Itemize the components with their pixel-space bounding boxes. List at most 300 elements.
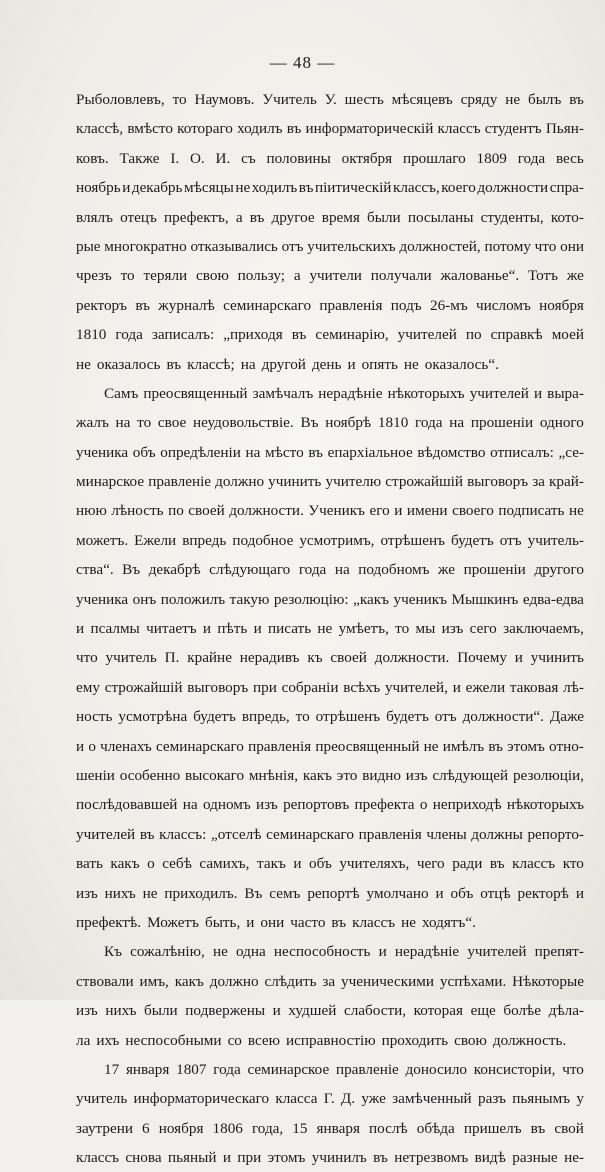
word: членахъ bbox=[100, 737, 152, 755]
word: прошеніи bbox=[463, 561, 526, 579]
word: и bbox=[452, 678, 461, 696]
word: не bbox=[401, 913, 416, 931]
word: и bbox=[202, 620, 212, 638]
word: ректорѣ bbox=[517, 884, 569, 902]
word: Почему bbox=[457, 649, 507, 667]
word: резолюцію: bbox=[273, 590, 349, 608]
word: будетъ bbox=[386, 708, 429, 726]
word: жалъ bbox=[76, 414, 109, 432]
word: своего bbox=[452, 502, 494, 520]
word: и bbox=[76, 737, 85, 755]
word: край- bbox=[549, 473, 584, 491]
word: заключаемъ, bbox=[503, 620, 584, 638]
word: студентъ bbox=[484, 120, 542, 138]
word: умолчано bbox=[366, 884, 429, 902]
word: и bbox=[378, 943, 387, 961]
word: многократно bbox=[104, 237, 187, 255]
word: свое bbox=[157, 414, 187, 432]
text-line bbox=[76, 790, 584, 819]
word: какъ bbox=[302, 766, 332, 784]
text-line bbox=[76, 144, 584, 173]
word: семинарскаго bbox=[223, 296, 312, 314]
word: года bbox=[415, 414, 443, 432]
word: дѣла- bbox=[548, 1002, 584, 1020]
word: всѣхъ bbox=[343, 678, 381, 696]
word: правленія bbox=[319, 296, 383, 314]
word: спра- bbox=[549, 179, 584, 197]
word: котораго bbox=[177, 120, 233, 138]
word: подобномъ bbox=[358, 561, 430, 579]
word: же bbox=[438, 561, 456, 579]
word: классѣ, bbox=[76, 120, 124, 138]
word: нѣкоторыхъ bbox=[387, 384, 465, 402]
word: другое bbox=[271, 208, 315, 226]
word: и bbox=[122, 179, 131, 197]
word: года bbox=[517, 149, 546, 167]
word: весь bbox=[555, 149, 584, 167]
word: же bbox=[566, 267, 584, 285]
word: и bbox=[435, 884, 444, 902]
text-line bbox=[76, 1114, 584, 1143]
word: и bbox=[222, 1149, 231, 1167]
word: учителей bbox=[469, 384, 529, 402]
word: таковая bbox=[509, 678, 559, 696]
word: Самъ bbox=[104, 384, 139, 402]
word: учитель bbox=[105, 649, 157, 667]
word: подвержены bbox=[185, 1002, 266, 1020]
word: какъ bbox=[174, 972, 204, 990]
word: послѣдовавшей bbox=[76, 796, 178, 814]
word: были bbox=[367, 208, 401, 226]
word: слабости, bbox=[343, 1002, 407, 1020]
word: неприходѣ bbox=[432, 796, 502, 814]
word: П. bbox=[164, 649, 180, 667]
word: кото- bbox=[550, 208, 584, 226]
word: учителей bbox=[76, 825, 136, 843]
word: учитель bbox=[76, 1090, 128, 1108]
word: крайне bbox=[187, 649, 232, 667]
word: рые bbox=[76, 237, 101, 255]
word: положилъ bbox=[160, 590, 226, 608]
word: такъ bbox=[257, 855, 286, 873]
word: ствовали bbox=[76, 972, 134, 990]
text-line bbox=[76, 1084, 584, 1113]
word: учительскихъ bbox=[307, 237, 396, 255]
word: правленіе bbox=[335, 1060, 399, 1078]
word: справкѣ bbox=[490, 326, 543, 344]
text-line bbox=[76, 1143, 584, 1172]
word: года bbox=[115, 326, 143, 344]
word: мѣсяцы bbox=[183, 179, 234, 197]
word: префектѣ. bbox=[76, 913, 142, 931]
word: со bbox=[227, 1031, 242, 1049]
word: „отселѣ bbox=[210, 825, 262, 843]
word: классъ bbox=[512, 855, 556, 873]
word: класса bbox=[275, 1090, 318, 1108]
text-line bbox=[76, 849, 584, 878]
text-line bbox=[76, 173, 584, 202]
word: семинарскаго bbox=[266, 825, 355, 843]
word: епархіальное bbox=[327, 443, 413, 461]
word: учитель- bbox=[527, 531, 584, 549]
word: будетъ bbox=[451, 531, 494, 549]
word: „какъ bbox=[353, 590, 389, 608]
word: „приходя bbox=[223, 326, 283, 344]
text-line bbox=[76, 732, 584, 761]
text-line bbox=[76, 908, 584, 937]
word: былъ bbox=[527, 91, 562, 108]
word: „се- bbox=[558, 443, 584, 461]
word: Тотъ bbox=[528, 267, 559, 285]
word: то bbox=[120, 267, 135, 285]
word: потому bbox=[484, 237, 531, 255]
text-line bbox=[76, 879, 584, 908]
word: 6 bbox=[142, 1119, 150, 1137]
word: семинарскаго bbox=[155, 737, 244, 755]
word: и bbox=[533, 384, 543, 402]
word: ради bbox=[452, 855, 483, 873]
word: ученика bbox=[76, 443, 129, 461]
word: учинить bbox=[530, 649, 584, 667]
word: видѣ bbox=[474, 1149, 506, 1167]
word: строжайшій bbox=[385, 473, 464, 491]
word: послѣ bbox=[369, 1119, 408, 1137]
word: отрѣшенъ bbox=[380, 531, 445, 549]
word: должности“. bbox=[462, 708, 544, 726]
word: на bbox=[449, 414, 465, 432]
text-line bbox=[76, 555, 584, 584]
word: сожалѣнію, bbox=[130, 943, 205, 961]
word: онъ bbox=[132, 590, 157, 608]
word: классъ bbox=[437, 120, 481, 138]
word: строжайшій bbox=[104, 678, 183, 696]
word: ноября bbox=[539, 296, 584, 314]
word: должны bbox=[471, 825, 523, 843]
word: изъ bbox=[76, 884, 98, 902]
word: Въ bbox=[300, 414, 319, 432]
word: и bbox=[575, 884, 584, 902]
word: 1807 bbox=[176, 1060, 207, 1078]
word: это bbox=[336, 766, 358, 784]
word: классъ, bbox=[392, 179, 440, 197]
body-text bbox=[76, 85, 584, 1172]
word: преосвященный bbox=[315, 737, 420, 755]
word: въ bbox=[166, 355, 182, 373]
word: минарское bbox=[76, 473, 145, 491]
word: не bbox=[317, 620, 333, 638]
word: снова bbox=[125, 1149, 162, 1167]
word: доносило bbox=[405, 1060, 468, 1078]
word: обѣда bbox=[416, 1119, 455, 1137]
word: У. bbox=[324, 91, 337, 108]
word: теряли bbox=[143, 267, 188, 285]
word: объ bbox=[450, 884, 474, 902]
word: не bbox=[423, 737, 439, 755]
word: лѣ- bbox=[563, 678, 584, 696]
word: семинарію, bbox=[315, 326, 389, 344]
word: въ bbox=[530, 1119, 546, 1137]
text-line bbox=[76, 1055, 584, 1084]
word: года bbox=[298, 561, 327, 579]
word: не bbox=[568, 502, 584, 520]
word: прошеніи bbox=[470, 414, 534, 432]
text-line bbox=[76, 408, 584, 437]
word: піитическій bbox=[314, 179, 392, 197]
word: пьянымъ bbox=[512, 1090, 571, 1108]
text-line bbox=[76, 438, 584, 467]
word: то bbox=[395, 620, 410, 638]
word: въ bbox=[291, 326, 307, 344]
word: одна bbox=[235, 943, 266, 961]
word: изъ bbox=[441, 620, 464, 638]
word: отъ bbox=[434, 708, 457, 726]
word: видно bbox=[362, 766, 401, 784]
word: въ bbox=[139, 825, 155, 843]
word: половины bbox=[266, 149, 331, 167]
word: такую bbox=[229, 590, 270, 608]
text-line bbox=[76, 85, 584, 114]
word: ноябрѣ bbox=[325, 414, 372, 432]
word: 1810 bbox=[76, 326, 107, 344]
text-line bbox=[76, 967, 584, 996]
word: Ученикъ bbox=[308, 502, 365, 520]
word: нетрезвомъ bbox=[394, 1149, 469, 1167]
page-number: — 48 — bbox=[269, 53, 336, 72]
word: усмотримъ, bbox=[299, 531, 375, 549]
word: должностей, bbox=[399, 237, 481, 255]
word: разъ bbox=[478, 1090, 506, 1108]
word: то bbox=[295, 708, 310, 726]
word: не- bbox=[564, 1149, 584, 1167]
word: проходить bbox=[381, 1031, 449, 1049]
word: по bbox=[465, 326, 482, 344]
word: приходилъ. bbox=[164, 884, 238, 902]
word: Мышкинъ bbox=[451, 590, 519, 608]
word: журналѣ bbox=[158, 296, 215, 314]
word: подписать bbox=[498, 502, 565, 520]
word: студенты, bbox=[480, 208, 544, 226]
text-line bbox=[76, 114, 584, 143]
text-line bbox=[76, 585, 584, 614]
word: объ bbox=[132, 443, 156, 461]
word: января bbox=[316, 1119, 360, 1137]
word: о bbox=[419, 796, 428, 814]
word: на bbox=[182, 796, 198, 814]
word: сего bbox=[469, 620, 497, 638]
word: то bbox=[172, 91, 187, 108]
word: всею bbox=[247, 1031, 281, 1049]
word: отрѣшенъ bbox=[315, 708, 381, 726]
word: ученикъ bbox=[393, 590, 447, 608]
word: оказалось“. bbox=[424, 355, 499, 373]
word: и bbox=[76, 620, 85, 638]
word: учителю bbox=[325, 473, 382, 491]
word: этомъ bbox=[267, 1149, 306, 1167]
word: свой bbox=[554, 1119, 584, 1137]
word: мнѣнія, bbox=[248, 766, 299, 784]
word: вмѣсто bbox=[127, 120, 173, 138]
word: ученика bbox=[76, 590, 129, 608]
word: можетъ. bbox=[76, 531, 129, 549]
word: нюю bbox=[76, 502, 107, 520]
word: года, bbox=[251, 1119, 284, 1137]
word: классъ bbox=[352, 913, 396, 931]
text-line bbox=[76, 996, 584, 1025]
word: не bbox=[235, 179, 251, 197]
word: декабрѣ bbox=[148, 561, 201, 579]
word: и bbox=[246, 913, 255, 931]
word: ходилъ bbox=[251, 179, 298, 197]
word: мы bbox=[415, 620, 436, 638]
word: съ bbox=[241, 149, 256, 167]
word: учителей bbox=[397, 326, 457, 344]
word: на bbox=[245, 443, 261, 461]
word: жалованье“. bbox=[440, 267, 520, 285]
word: которая bbox=[413, 1002, 463, 1020]
word: правленія bbox=[248, 737, 312, 755]
word: января bbox=[125, 1060, 170, 1078]
word: они bbox=[260, 913, 285, 931]
word: 17 bbox=[104, 1060, 120, 1078]
word: должно bbox=[215, 473, 265, 491]
word: часто bbox=[290, 913, 326, 931]
word: отно- bbox=[549, 737, 584, 755]
word: за bbox=[322, 972, 336, 990]
word: ходилъ bbox=[237, 120, 283, 138]
word: слѣдующей bbox=[432, 766, 509, 784]
word: и bbox=[394, 502, 403, 520]
word: изъ bbox=[76, 1002, 98, 1020]
word: какъ bbox=[110, 855, 140, 873]
word: препят- bbox=[534, 943, 584, 961]
word: за bbox=[532, 473, 545, 491]
word: о bbox=[88, 737, 96, 755]
word: писать bbox=[268, 620, 312, 638]
word: при bbox=[237, 1149, 262, 1167]
word: и bbox=[272, 1002, 281, 1020]
word: къ bbox=[307, 649, 323, 667]
word: семъ bbox=[269, 884, 301, 902]
word: вать bbox=[76, 855, 103, 873]
text-line bbox=[76, 261, 584, 290]
word: высокаго bbox=[185, 766, 245, 784]
word: псалмы bbox=[90, 620, 140, 638]
text-line bbox=[76, 350, 584, 379]
word: опять bbox=[361, 355, 398, 373]
word: ства“. bbox=[76, 561, 114, 579]
text-line bbox=[76, 320, 584, 349]
word: нихъ bbox=[105, 1002, 137, 1020]
word: Въ bbox=[244, 884, 263, 902]
word: не bbox=[142, 884, 158, 902]
word: его bbox=[369, 502, 390, 520]
word: а bbox=[293, 267, 301, 285]
word: должности bbox=[477, 179, 549, 197]
word: чрезъ bbox=[76, 267, 112, 285]
word: они bbox=[560, 237, 584, 255]
word: будетъ bbox=[193, 708, 236, 726]
word: у bbox=[576, 1090, 584, 1108]
word: не bbox=[76, 355, 91, 373]
word: правленіе bbox=[148, 473, 212, 491]
word: этомъ bbox=[507, 737, 545, 755]
word: заутрени bbox=[76, 1119, 133, 1137]
word: читаетъ bbox=[146, 620, 197, 638]
word: выговоръ bbox=[467, 473, 529, 491]
word: пѣть bbox=[217, 620, 248, 638]
word: неспособность bbox=[273, 943, 371, 961]
text-line bbox=[76, 467, 584, 496]
word: неспособными bbox=[125, 1031, 222, 1049]
word: отписалъ: bbox=[490, 443, 554, 461]
word: консисторіи, bbox=[473, 1060, 556, 1078]
word: Также bbox=[119, 149, 160, 167]
word: въ bbox=[373, 1149, 388, 1167]
word: свою bbox=[454, 1031, 487, 1049]
word: Учитель bbox=[262, 91, 317, 108]
word: кто bbox=[562, 855, 584, 873]
word: префекта bbox=[354, 796, 415, 814]
word: 1806 bbox=[212, 1119, 243, 1137]
word: ихъ bbox=[96, 1031, 120, 1049]
word: ность bbox=[76, 708, 113, 726]
word: моей bbox=[551, 326, 584, 344]
word: шеніи bbox=[76, 766, 115, 784]
word: умѣетъ, bbox=[338, 620, 389, 638]
word: декабрь bbox=[131, 179, 183, 197]
word: получали bbox=[370, 267, 432, 285]
word: коего bbox=[441, 179, 476, 197]
word: отъ bbox=[499, 531, 522, 549]
word: отъ bbox=[281, 237, 304, 255]
word: замѣченный bbox=[392, 1090, 472, 1108]
word: изъ bbox=[256, 796, 278, 814]
text-line bbox=[76, 937, 584, 966]
word: подобное bbox=[232, 531, 294, 549]
word: ноября bbox=[158, 1119, 204, 1137]
word: ла bbox=[76, 1031, 91, 1049]
word: Пьян- bbox=[545, 120, 584, 138]
word: Нѣкоторые bbox=[512, 972, 584, 990]
word: въ bbox=[298, 179, 314, 197]
word: впредь, bbox=[241, 708, 290, 726]
word: мѣсяцевъ bbox=[391, 91, 453, 108]
word: репортовъ bbox=[283, 796, 350, 814]
word: пришелъ bbox=[463, 1119, 522, 1137]
word: впредь bbox=[182, 531, 227, 549]
word: классъ bbox=[76, 1149, 120, 1167]
word: и bbox=[514, 649, 523, 667]
word: резолюціи, bbox=[512, 766, 584, 784]
word: записалъ: bbox=[151, 326, 215, 344]
word: опредѣленіи bbox=[160, 443, 241, 461]
word: прошлаго bbox=[402, 149, 466, 167]
text-line bbox=[76, 526, 584, 555]
word: время bbox=[321, 208, 360, 226]
word: не bbox=[212, 943, 228, 961]
word: уже bbox=[361, 1090, 386, 1108]
word: ноябрь bbox=[76, 179, 121, 197]
word: и bbox=[347, 355, 356, 373]
word: члены bbox=[426, 825, 467, 843]
word: не bbox=[403, 355, 419, 373]
word: изъ bbox=[405, 766, 428, 784]
word: семинарское bbox=[247, 1060, 330, 1078]
text-line bbox=[76, 232, 584, 261]
word: отцѣ bbox=[480, 884, 511, 902]
text-line bbox=[76, 702, 584, 731]
word: вѣдомство bbox=[417, 443, 486, 461]
